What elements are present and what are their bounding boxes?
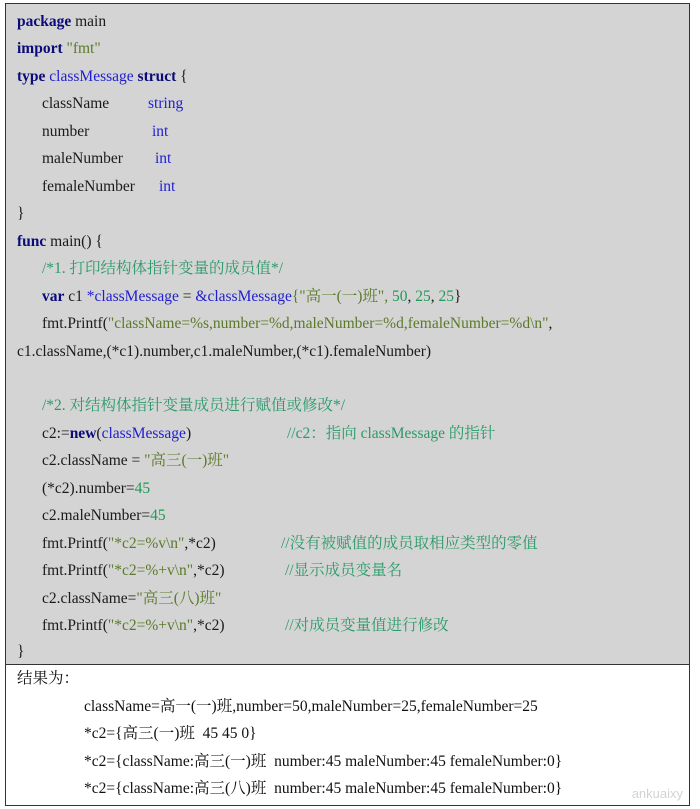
code-comment: //c2：指向 classMessage 的指针 xyxy=(287,425,496,442)
keyword: new xyxy=(69,425,97,442)
code-line xyxy=(42,314,552,334)
struct-field xyxy=(42,177,135,197)
code-text: c2.maleNumber= xyxy=(42,507,151,524)
code-line xyxy=(42,616,225,636)
code-line: c1.className,(*c1).number,c1.maleNumber,(*c1).femaleNumber) xyxy=(17,343,432,360)
output-block xyxy=(6,665,689,805)
code-line xyxy=(42,451,229,471)
code-text: ) xyxy=(185,425,192,442)
code-text: , xyxy=(430,288,439,305)
string-literal: "*c2=%+v\n" xyxy=(107,562,194,579)
type-name: &classMessage xyxy=(195,288,292,305)
code-text: , xyxy=(407,288,416,305)
code-text: (*c2).number= xyxy=(42,480,135,497)
code-line xyxy=(17,39,101,59)
code-line xyxy=(42,561,225,581)
code-line xyxy=(42,287,461,307)
output-line: *c2={className:高三(一)班 number:45 maleNumber:45 femaleNumber:0} xyxy=(84,753,563,770)
code-comment: //对成员变量值进行修改 xyxy=(285,617,449,634)
number-literal: 50 xyxy=(392,288,408,305)
string-literal: "className=%s,number=%d,maleNumber=%d,femaleNumber=%d\n" xyxy=(107,315,549,332)
code-text: c2.className= xyxy=(42,590,137,607)
code-text: main xyxy=(71,13,107,30)
keyword: type xyxy=(17,68,46,85)
code-text: ( xyxy=(96,425,102,442)
output-line: className=高一(一)班,number=50,maleNumber=25,femaleNumber=25 xyxy=(84,698,538,715)
field-name: className xyxy=(42,95,110,112)
code-comment: //没有被赋值的成员取相应类型的零值 xyxy=(281,535,538,552)
code-text: ,*c2) xyxy=(184,535,216,552)
code-line xyxy=(42,479,150,499)
number-literal: 25 xyxy=(438,288,454,305)
code-comment: /*2. 对结构体指针变量成员进行赋值或修改*/ xyxy=(42,397,346,414)
code-text: c2:= xyxy=(42,425,70,442)
code-text: , xyxy=(548,315,553,332)
output-line: *c2={高三(一)班 45 45 0} xyxy=(84,725,257,742)
document-frame xyxy=(5,3,690,806)
code-text: c2.className = xyxy=(42,452,145,469)
type-name: classMessage xyxy=(45,68,134,85)
string-literal: {"高一(一)班", xyxy=(291,288,392,305)
keyword: struct xyxy=(133,68,177,85)
string-literal: "高三(一)班" xyxy=(144,452,230,469)
keyword: func xyxy=(17,233,47,250)
field-type: int xyxy=(155,150,172,167)
code-line xyxy=(42,506,166,526)
code-comment: /*1. 打印结构体指针变量的成员值*/ xyxy=(42,260,284,277)
field-type: int xyxy=(152,123,169,140)
code-line: } xyxy=(17,205,25,222)
output-line: *c2={className:高三(八)班 number:45 maleNumber:45 femaleNumber:0} xyxy=(84,780,563,797)
code-text: fmt.Printf( xyxy=(42,315,108,332)
number-literal: 45 xyxy=(134,480,151,497)
code-line xyxy=(17,67,188,87)
field-name: femaleNumber xyxy=(42,178,135,195)
code-text: c1 xyxy=(64,288,87,305)
struct-field xyxy=(42,149,123,169)
code-text: ,*c2) xyxy=(193,562,225,579)
code-text: fmt.Printf( xyxy=(42,562,108,579)
code-comment: //显示成员变量名 xyxy=(285,562,403,579)
number-literal: 25 xyxy=(415,288,431,305)
code-text: = xyxy=(178,288,196,305)
code-line: } xyxy=(17,643,25,660)
code-line xyxy=(42,534,216,554)
code-text: fmt.Printf( xyxy=(42,617,108,634)
code-line xyxy=(42,424,191,444)
keyword: package xyxy=(17,13,72,30)
struct-field xyxy=(42,122,89,142)
type-name: classMessage xyxy=(101,425,186,442)
code-block xyxy=(6,4,689,665)
struct-field xyxy=(42,94,109,114)
code-text: } xyxy=(454,288,462,305)
watermark: ankuaixy xyxy=(631,786,683,801)
field-type: int xyxy=(159,178,176,195)
string-literal: "*c2=%v\n" xyxy=(107,535,185,552)
string-literal: "*c2=%+v\n" xyxy=(107,617,194,634)
code-line xyxy=(17,232,103,252)
code-text: ,*c2) xyxy=(193,617,225,634)
string-literal: "高三(八)班" xyxy=(136,590,222,607)
code-text: fmt.Printf( xyxy=(42,535,108,552)
code-line xyxy=(42,589,221,609)
code-line xyxy=(17,12,106,32)
code-text: main() { xyxy=(46,233,103,250)
field-name: maleNumber xyxy=(42,150,123,167)
string-literal: "fmt" xyxy=(62,40,101,57)
number-literal: 45 xyxy=(150,507,166,524)
keyword: var xyxy=(42,288,65,305)
field-name: number xyxy=(42,123,90,140)
output-heading: 结果为： xyxy=(17,670,80,687)
type-name: *classMessage xyxy=(86,288,179,305)
code-text: { xyxy=(176,68,188,85)
field-type: string xyxy=(148,95,184,112)
keyword: import xyxy=(17,40,63,57)
